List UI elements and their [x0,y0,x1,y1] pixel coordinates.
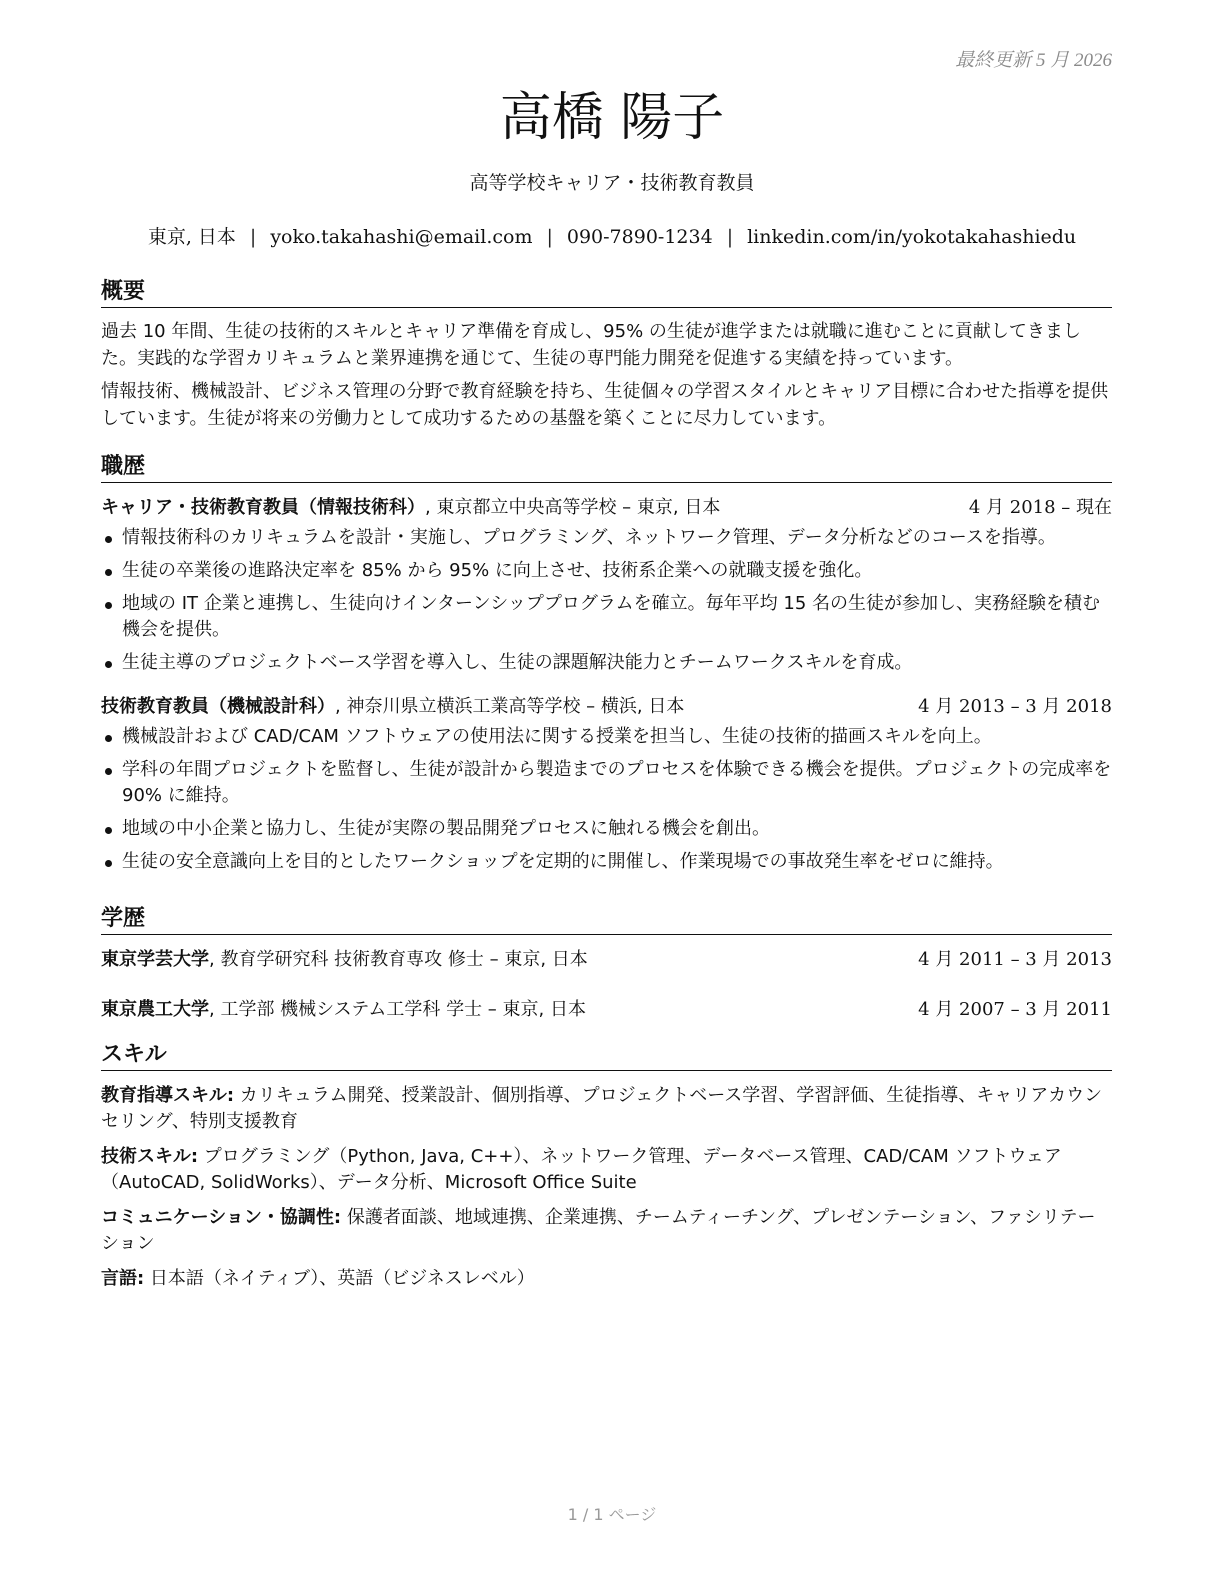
section-title: スキル [101,1041,1112,1071]
summary-paragraph: 情報技術、機械設計、ビジネス管理の分野で教育経験を持ち、生徒個々の学習スタイルとキャリア目標に合わせた指導を提供しています。生徒が将来の労働力として成功するための基盤を築くことに尽力しています。 [101,381,1109,429]
skill-item [101,1083,1112,1135]
skill-item [101,1144,1112,1196]
bullet-item: 地域の中小企業と協力し、生徒が実際の製品開発プロセスに触れる機会を創出。 [101,816,1112,842]
education-entry [101,997,1112,1023]
bullet-item: 生徒の安全意識向上を目的としたワークショップを定期的に開催し、作業現場での事故発生率をゼロに維持。 [101,849,1112,875]
education-dates: 4 月 2011 – 3 月 2013 [918,949,1112,970]
entry-role: キャリア・技術教育教員（情報技術科） [101,497,425,518]
entry-dates: 4 月 2018 – 現在 [968,497,1112,518]
skills-list [101,1083,1112,1292]
contact-location: 東京, 日本 [147,226,236,248]
experience-entry [101,694,1112,875]
summary-section [101,278,1112,432]
page-indicator: 1 / 1 ページ [567,1505,657,1524]
experience-section [101,453,1112,882]
degree-detail: , 工学部 機械システム工学科 学士 – 東京, 日本 [209,999,586,1020]
entry-dates: 4 月 2013 – 3 月 2018 [918,696,1112,717]
contact-separator: | [726,226,734,248]
last-updated: 最終更新 5 月 2026 [955,50,1112,71]
education-line [101,997,586,1023]
experience-entry [101,495,1112,676]
bullet-item: 生徒の卒業後の進路決定率を 85% から 95% に向上させ、技術系企業への就職支援を強化。 [101,558,1112,584]
skill-label: 教育指導スキル: [101,1085,235,1106]
degree-detail: , 教育学研究科 技術教育専攻 修士 – 東京, 日本 [209,949,588,970]
contact-separator: | [546,226,553,248]
education-entry [101,947,1112,973]
entry-role-line [101,694,684,720]
bullet-item: 生徒主導のプロジェクトベース学習を導入し、生徒の課題解決能力とチームワークスキルを育成。 [101,650,1112,676]
skill-label: コミュニケーション・協調性: [101,1207,342,1228]
contact-linkedin[interactable]: linkedin.com/in/yokotakahashiedu [747,226,1077,248]
school-name: 東京農工大学 [101,999,209,1020]
education-line [101,947,588,973]
section-title: 職歴 [101,453,1112,483]
person-name: 高橋 陽子 [499,88,725,148]
entry-role: 技術教育教員（機械設計科） [101,696,335,717]
entry-header [101,495,1112,521]
contact-phone[interactable]: 090-7890-1234 [566,226,713,248]
skill-label: 技術スキル: [101,1146,199,1167]
entry-header [101,694,1112,720]
skill-value: 保護者面談、地域連携、企業連携、チームティーチング、プレゼンテーション、ファシリテーション [101,1207,1096,1254]
entry-organization: , 神奈川県立横浜工業高等学校 – 横浜, 日本 [335,696,685,717]
bullet-item: 機械設計および CAD/CAM ソフトウェアの使用法に関する授業を担当し、生徒の技術的描画スキルを向上。 [101,724,1112,750]
school-name: 東京学芸大学 [101,949,209,970]
skill-value: 日本語（ネイティブ）、英語（ビジネスレベル） [144,1268,535,1289]
bullet-item: 地域の IT 企業と連携し、生徒向けインターンシッププログラムを確立。毎年平均 15 名の生徒が参加し、実務経験を積む機会を提供。 [101,591,1112,643]
entry-organization: , 東京都立中央高等学校 – 東京, 日本 [425,497,721,518]
bullet-list [101,525,1112,676]
bullet-list [101,724,1112,875]
headline: 高等学校キャリア・技術教育教員 [469,172,755,194]
contact-email[interactable]: yoko.takahashi@email.com [270,226,533,248]
skill-value: プログラミング（Python, Java, C++）、ネットワーク管理、データベース管理、CAD/CAM ソフトウェア（AutoCAD, SolidWorks）、データ分析、Microsoft Office Suite [101,1146,1062,1193]
education-section [101,905,1112,1023]
section-title: 学歴 [101,905,1112,935]
contact-line [0,224,1224,250]
section-title: 概要 [101,278,1112,308]
bullet-item: 学科の年間プロジェクトを監督し、生徒が設計から製造までのプロセスを体験できる機会を提供。プロジェクトの完成率を 90% に維持。 [101,757,1112,809]
education-dates: 4 月 2007 – 3 月 2011 [918,999,1112,1020]
bullet-item: 情報技術科のカリキュラムを設計・実施し、プログラミング、ネットワーク管理、データ分析などのコースを指導。 [101,525,1112,551]
summary-paragraph: 過去 10 年間、生徒の技術的スキルとキャリア準備を育成し、95% の生徒が進学または就職に進むことに貢献してきました。実践的な学習カリキュラムと業界連携を通じて、生徒の専門能力開発を促進する実績を持っています。 [101,321,1081,369]
entry-role-line [101,495,720,521]
skill-item [101,1266,1112,1292]
skill-item [101,1205,1112,1257]
skill-value: カリキュラム開発、授業設計、個別指導、プロジェクトベース学習、学習評価、生徒指導、キャリアカウンセリング、特別支援教育 [101,1085,1103,1132]
skill-label: 言語: [101,1268,145,1289]
contact-separator: | [249,226,257,248]
skills-section [101,1041,1112,1301]
